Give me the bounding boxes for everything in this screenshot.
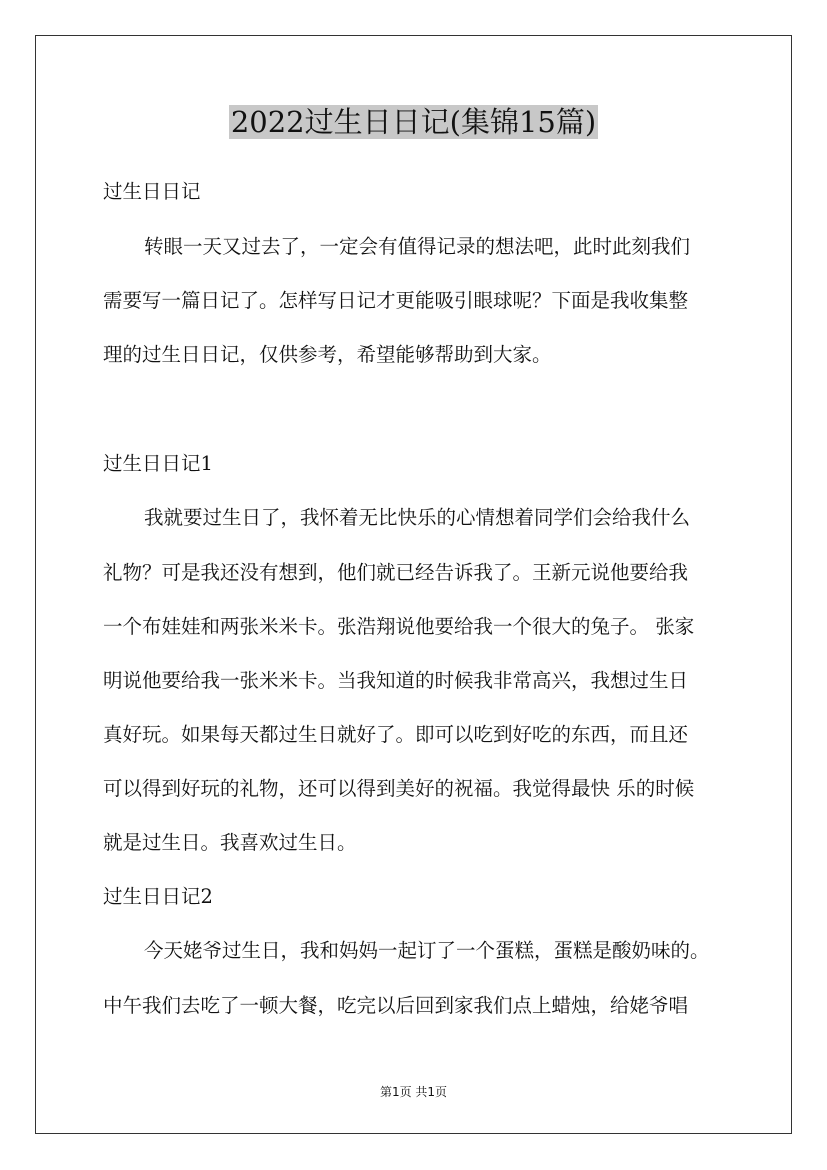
section2-heading: 过生日日记2 xyxy=(103,885,213,908)
section1-line: 明说他要给我一张米米卡。当我知道的时候我非常高兴，我想过生日 xyxy=(103,669,689,692)
intro-line: 理的过生日日记，仅供参考，希望能够帮助到大家。 xyxy=(103,343,552,366)
page-footer: 第1页 共1页 xyxy=(379,1085,448,1099)
section1-line: 我就要过生日了，我怀着无比快乐的心情想着同学们会给我什么 xyxy=(144,506,691,529)
section1-line: 真好玩。如果每天都过生日就好了。即可以吃到好吃的东西，而且还 xyxy=(103,723,689,746)
intro-line: 转眼一天又过去了，一定会有值得记录的想法吧，此时此刻我们 xyxy=(144,235,691,258)
section1-line: 礼物？可是我还没有想到，他们就已经告诉我了。王新元说他要给我 xyxy=(103,561,689,584)
section1-line: 可以得到好玩的礼物，还可以得到美好的祝福。我觉得最快 乐的时候 xyxy=(103,777,695,800)
document-title: 2022过生日日记(集锦15篇) xyxy=(230,105,597,139)
section2-line: 中午我们去吃了一顿大餐，吃完以后回到家我们点上蜡烛，给姥爷唱 xyxy=(103,994,689,1017)
section1-line: 就是过生日。我喜欢过生日。 xyxy=(103,831,357,854)
section1-line: 一个布娃娃和两张米米卡。张浩翔说他要给我一个很大的兔子。 张家 xyxy=(103,615,695,638)
intro-heading: 过生日日记 xyxy=(103,180,201,203)
section1-heading: 过生日日记1 xyxy=(103,452,213,475)
intro-line: 需要写一篇日记了。怎样写日记才更能吸引眼球呢？下面是我收集整 xyxy=(103,289,689,312)
section2-line: 今天姥爷过生日，我和妈妈一起订了一个蛋糕，蛋糕是酸奶味的。 xyxy=(144,939,710,962)
